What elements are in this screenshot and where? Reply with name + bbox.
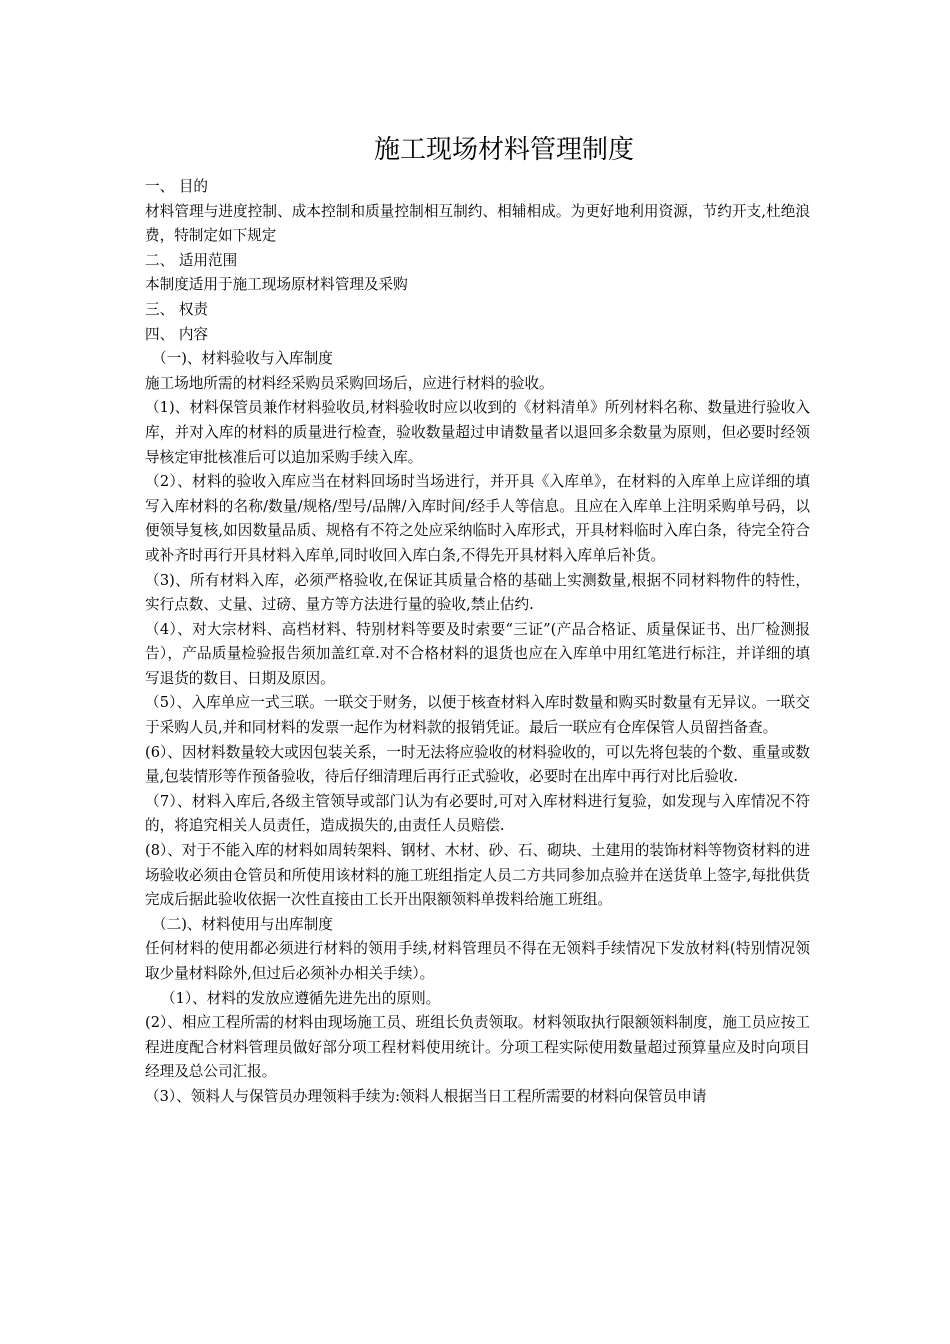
paragraph-item: (6）、因材料数量较大或因包装关系，一时无法将应验收的材料验收的，可以先将包装的个数、重量或数量,包装情形等作预备验收，待后仔细清理后再行正式验收，必要时在出库中再行对比后验收.	[145, 743, 810, 786]
paragraph-item: (8）、对于不能入库的材料如周转架料、钢材、木材、砂、石、砌块、土建用的装饰材料等物资材料的进场验收必须由仓管员和所使用该材料的施工班组指定人员二方共同参加点验并在送货单上签字,每批供货完成后据此验收依据一次性直接由工长开出限额领料单拨料给施工班组。	[145, 842, 810, 909]
subsection-heading-acceptance: （一)、材料验收与入库制度	[152, 350, 333, 368]
subsection-heading-usage: （二)、材料使用与出库制度	[152, 915, 333, 933]
paragraph-item: （1)、材料保管员兼作材料验收员,材料验收时应以收到的《材料清单》所列材料名称、数量进行验收入库，并对入库的材料的质量进行检查，验收数量超过申请数量者以退回多余数量为原则，但必要时经领导核定审批核准后可以追加采购手续入库。	[145, 399, 810, 466]
paragraph-scope: 本制度适用于施工现场原材料管理及采购	[145, 276, 408, 294]
paragraph-item: （7）、材料入库后,各级主管领导或部门认为有必要时,可对入库材料进行复验，如发现与入库情况不符的，将追究相关人员责任，造成损失的,由责任人员赔偿.	[145, 792, 810, 835]
paragraph-purpose: 材料管理与进度控制、成本控制和质量控制相互制约、相辅相成。为更好地利用资源，节约开支,杜绝浪费，特制定如下规定	[145, 202, 810, 245]
document-body	[145, 175, 810, 1110]
paragraph-item: （3）、领料人与保管员办理领料手续为:领料人根据当日工程所需要的材料向保管员申请	[145, 1087, 707, 1105]
document-title: 施工现场材料管理制度	[373, 135, 634, 165]
paragraph-item: （2）、材料的验收入库应当在材料回场时当场进行，并开具《入库单》，在材料的入库单上应详细的填写入库材料的名称/数量/规格/型号/品牌/入库时间/经手人等信息。且应在入库单上注明采购单号码，以便领导复核,如因数量品质、规格有不符之处应采纳临时入库形式，开具材料临时入库白条，待完全符合或补齐时再行开具材料入库单,同时收回入库白条,不得先开具材料入库单后补货。	[145, 473, 810, 564]
paragraph-item: （3)、所有材料入库，必须严格验收,在保证其质量合格的基础上实测数量,根据不同材料物件的特性，实行点数、丈量、过磅、量方等方法进行量的验收,禁止估约.	[145, 571, 810, 614]
section-heading-scope: 二、 适用范围	[145, 251, 238, 269]
paragraph-item: （5）、入库单应一式三联。一联交于财务，以便于核查材料入库时数量和购买时数量有无异议。一联交于采购人员,并和同材料的发票一起作为材料款的报销凭证。最后一联应有仓库保管人员留挡备查。	[145, 694, 810, 737]
paragraph-item: （1）、材料的发放应遵循先进先出的原则。	[161, 989, 441, 1007]
paragraph-usage-intro: 任何材料的使用都必须进行材料的领用手续,材料管理员不得在无领料手续情况下发放材料(特别情况领取少量材料除外,但过后必须补办相关手续）。	[145, 940, 810, 982]
section-heading-purpose: 一、 目的	[145, 178, 209, 195]
paragraph-acceptance-intro: 施工场地所需的材料经采购员采购回场后，应进行材料的验收。	[145, 374, 554, 392]
paragraph-item: （4）、对大宗材料、高档材料、特别材料等要及时索要“三证”(产品合格证、质量保证书、出厂检测报告），产品质量检验报告须加盖红章.对不合格材料的退货也应在入库单中用红笔进行标注，并详细的填写退货的数目、日期及原因。	[145, 620, 810, 687]
section-heading-responsibility: 三、 权责	[145, 300, 209, 318]
section-heading-content: 四、 内容	[145, 325, 209, 343]
paragraph-item: (2）、相应工程所需的材料由现场施工员、班组长负责领取。材料领取执行限额领料制度，施工员应按工程进度配合材料管理员做好部分项工程材料使用统计。分项工程实际使用数量超过预算量应及时向项目经理及总公司汇报。	[145, 1014, 810, 1081]
